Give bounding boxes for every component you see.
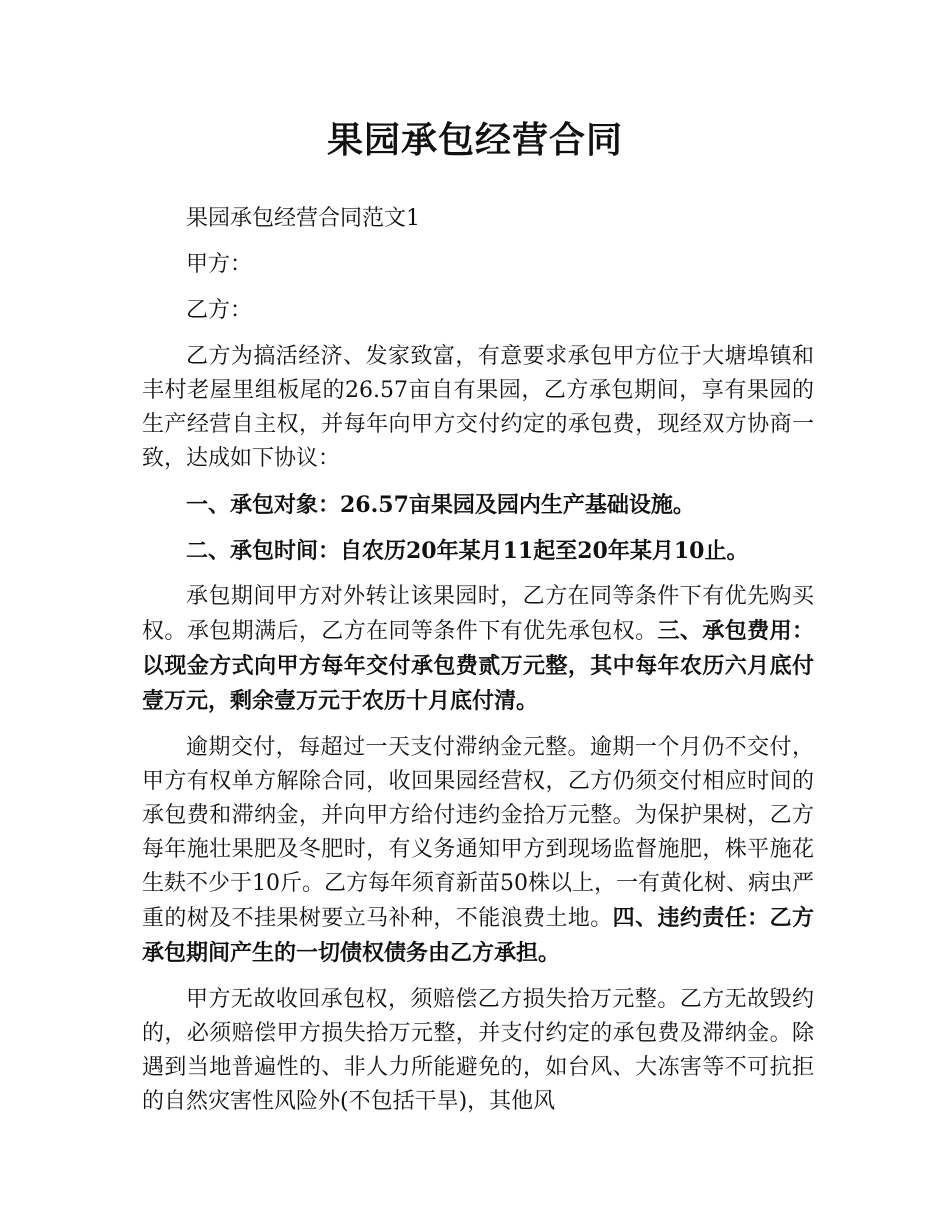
document-subtitle: 果园承包经营合同范文1 (186, 206, 420, 231)
clause-heading-3: 三、承包费用：以现金方式向甲方每年交付承包费贰万元整，其中每年农历六月底付壹万元，剩余壹万元于农历十月底付清。 (142, 618, 814, 714)
clause-heading-2: 二、承包时间：自农历20年某月11起至20年某月10止。 (186, 538, 749, 564)
document-body (142, 202, 814, 1131)
overdue-text: 逾期交付，每超过一天支付滞纳金元整。逾期一个月仍不交付，甲方有权单方解除合同，收回果园经营权，乙方仍须交付相应时间的承包费和滞纳金，并向甲方给付违约金拾万元整。为保护果树，乙方每年施壮果肥及冬肥时，有义务通知甲方到现场监督施肥，株平施花生麸不少于10斤。乙方每年须育新苗50株以上，一有黄化树、病虫严重的树及不挂果树要立马补种，不能浪费土地。 (142, 735, 814, 931)
clause-heading-4: 四、违约责任：乙方承包期间产生的一切债权债务由乙方承担。 (142, 905, 814, 966)
period-paragraph (142, 580, 814, 719)
party-a-line: 甲方： (186, 252, 253, 277)
clause-heading-1: 一、承包对象：26.57亩果园及园内生产基础设施。 (186, 492, 695, 518)
intro-paragraph: 乙方为搞活经济、发家致富，有意要求承包甲方位于大塘埠镇和丰村老屋里组板尾的26.57亩自有果园，乙方承包期间，享有果园的生产经营自主权，并每年向甲方交付约定的承包费，现经双方协商一致，达成如下协议： (142, 344, 814, 471)
document-title: 果园承包经营合同 (326, 120, 623, 161)
overdue-paragraph (142, 731, 814, 971)
party-b-line: 乙方： (186, 298, 253, 323)
breach-paragraph: 甲方无故收回承包权，须赔偿乙方损失拾万元整。乙方无故毁约的，必须赔偿甲方损失拾万元整，并支付约定的承包费及滞纳金。除遇到当地普遍性的、非人力所能避免的，如台风、大冻害等不可抗拒的自然灾害性风险外(不包括干旱)，其他风 (142, 987, 814, 1114)
period-text: 承包期间甲方对外转让该果园时，乙方在同等条件下有优先购买权。承包期满后，乙方在同等条件下有优先承包权。 (142, 584, 814, 644)
